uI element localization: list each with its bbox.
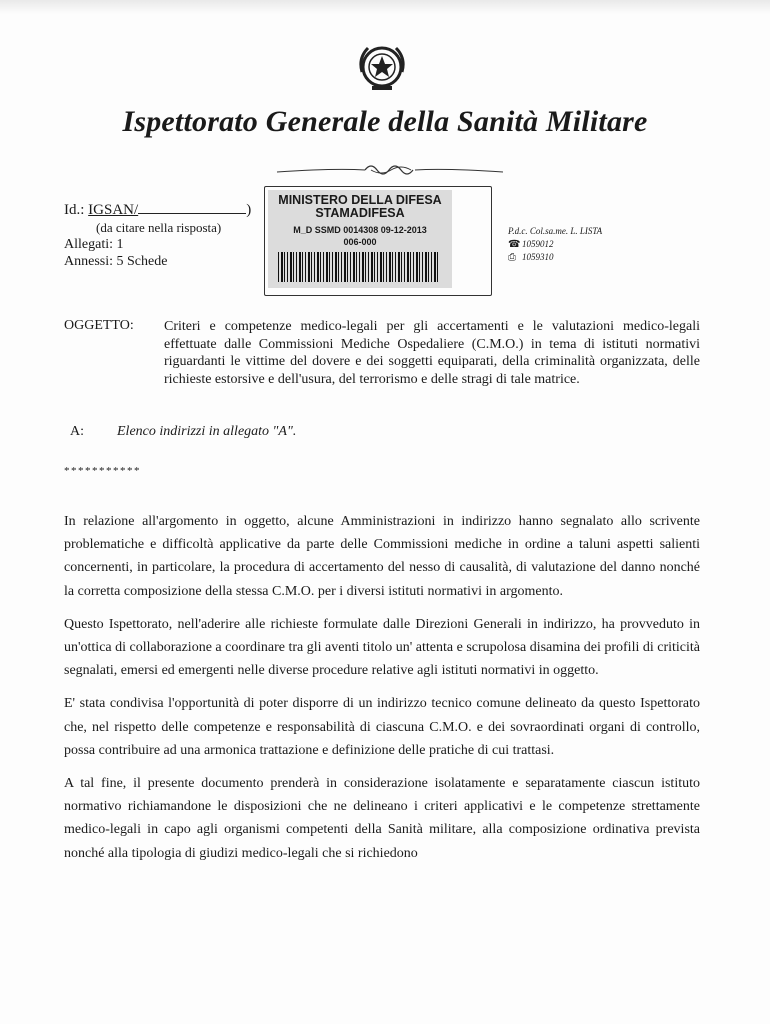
recipient-text: Elenco indirizzi in allegato "A".: [117, 424, 297, 439]
annessi-count: Annessi: 5 Schede: [64, 254, 168, 269]
contact-block: [508, 225, 602, 264]
protocol-id: [64, 200, 251, 219]
page-title: Ispettorato Generale della Sanità Militare: [122, 105, 648, 138]
protocol-id-value: IGSAN/: [88, 202, 139, 218]
letter-body: [64, 510, 700, 875]
stamp-protocol: M_D SSMD 0014308 09-12-2013: [293, 225, 427, 235]
phone-icon: ☎: [508, 239, 521, 250]
stamp-ministry: MINISTERO DELLA DIFESA: [278, 193, 442, 207]
body-paragraph: In relazione all'argomento in oggetto, alcune Amministrazioni in indirizzo hanno segnalato allo scrivente problematiche e difficoltà applicative da parte delle Commissioni mediche in ordine a taluni aspetti salienti concernenti, in particolare, la procedura di accertamento del nesso di causalità, di valutazione del danno nonché la corretta composizione della stessa C.M.O. per i diversi istituti normativi in argomento.: [64, 514, 700, 599]
protocol-id-blank: [138, 200, 246, 214]
contact-fax: [508, 251, 602, 264]
protocol-id-prefix: Id.:: [64, 202, 85, 218]
protocol-meta: [64, 200, 251, 270]
contact-phone-number: 1059012: [522, 239, 554, 249]
barcode: [278, 252, 440, 282]
emblem-icon: [354, 38, 410, 94]
stamp-code: 006-000: [343, 237, 377, 247]
ornament-divider: [275, 158, 505, 182]
allegati-count: Allegati: 1: [64, 237, 124, 252]
section-separator: ***********: [64, 465, 141, 477]
protocol-note: (da citare nella risposta): [96, 220, 222, 235]
body-paragraph: E' stata condivisa l'opportunità di poter disporre di un indirizzo tecnico comune delineato da questo Ispettorato che, nel rispetto delle competenze e responsabilità di ciascuna C.M.O. e dei sovraordinati organi di controllo, possa contribuire ad una armonica trattazione e definizione delle pratiche di cui trattasi.: [64, 696, 700, 758]
contact-phone: [508, 238, 602, 251]
contact-poc: P.d.c. Col.sa.me. L. LISTA: [508, 226, 603, 236]
stamp-office: STAMADIFESA: [315, 206, 405, 220]
subject-label: OGGETTO:: [64, 318, 134, 333]
body-paragraph: A tal fine, il presente documento prenderà in considerazione isolatamente e separatamente ciascun istituto normativo richiamandone le disposizioni che ne delineano i criteri applicativi e le competenze strettamente medico-legali in capo agli organismi competenti della Sanità militare, alla composizione ordinativa prevista nonché alla tipologia di giudizi medico-legali che si richiedono: [64, 776, 700, 861]
protocol-stamp: [264, 186, 492, 296]
body-paragraph: Questo Ispettorato, nell'aderire alle richieste formulate dalle Direzioni Generali in indirizzo, ha provveduto in un'ottica di collaborazione a coordinare tra gli aventi titolo un' attenta e scrupolosa disamina dei profili di criticità segnalati, emersi ed emergenti nelle diverse procedure relative agli istituti normativi in oggetto.: [64, 616, 700, 679]
recipient-label: A:: [70, 424, 84, 439]
fax-icon: ⎙: [508, 252, 516, 263]
scan-edge-shadow: [0, 0, 770, 14]
protocol-id-close: ): [246, 202, 252, 218]
subject-text: Criteri e competenze medico-legali per gli accertamenti e le valutazioni medico-legali effettuate dalle Commissioni Mediche Ospedaliere (C.M.O.) in tema di istituti normativi riguardanti le vittime del dovere e dei soggetti equiparati, della criminalità organizzata, delle richieste estorsive e dell'usura, del terrorismo e delle stragi di tale matrice.: [164, 319, 700, 387]
contact-fax-number: 1059310: [522, 252, 554, 262]
stamp-label: [268, 190, 452, 288]
